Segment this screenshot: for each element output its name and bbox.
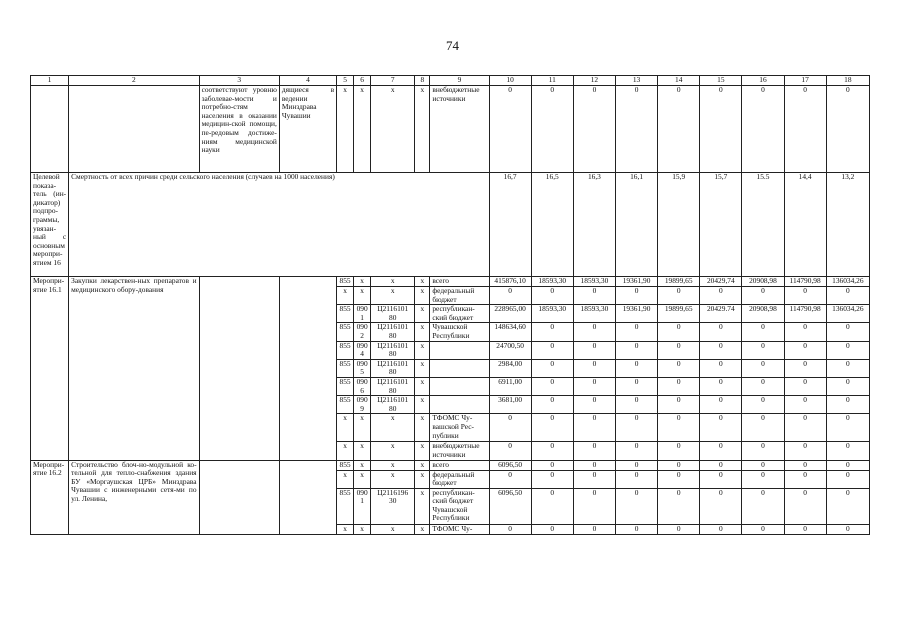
- cell-section: x: [354, 470, 371, 488]
- value-cell: 20908,98: [742, 277, 784, 287]
- funding-source: федеральный бюджет: [430, 470, 489, 488]
- value-cell: 16,7: [489, 173, 531, 277]
- column-number: 8: [415, 76, 430, 86]
- column-number: 4: [279, 76, 336, 86]
- table-row: [31, 277, 870, 287]
- cell-grbs: x: [337, 442, 354, 460]
- value-cell: 0: [658, 460, 700, 470]
- column-number: 17: [784, 76, 826, 86]
- cell-type: x: [415, 396, 430, 414]
- cell-type: x: [415, 377, 430, 395]
- value-cell: 0: [826, 341, 869, 359]
- value-cell: 6096,50: [489, 460, 531, 470]
- value-cell: 18593,30: [573, 277, 615, 287]
- value-cell: 0: [826, 460, 869, 470]
- indicator-text: Смертность от всех причин среди сельского населения (случаев на 1000 населения): [69, 173, 489, 277]
- value-cell: 3681,00: [489, 396, 531, 414]
- activity-16-1-block: [31, 277, 870, 461]
- value-cell: 0: [615, 524, 657, 534]
- cell-type: x: [415, 341, 430, 359]
- value-cell: 0: [658, 524, 700, 534]
- value-cell: 0: [615, 442, 657, 460]
- cell-section: 0901: [354, 488, 371, 524]
- value-cell: 0: [742, 470, 784, 488]
- funding-source: [430, 359, 489, 377]
- cell-type: x: [415, 277, 430, 287]
- cell-section: 0904: [354, 341, 371, 359]
- value-cell: 0: [615, 341, 657, 359]
- indicator-label: Целевой показа-тель (ин-дикатор) подпро-граммы, увязан-ный с основным меропри-ятием 16: [31, 173, 69, 277]
- value-cell: 0: [742, 287, 784, 305]
- value-cell: 0: [531, 460, 573, 470]
- cell-section: 0901: [354, 305, 371, 323]
- column-number: 5: [337, 76, 354, 86]
- page-number: 74: [446, 38, 459, 53]
- value-cell: 0: [489, 287, 531, 305]
- value-cell: 0: [573, 442, 615, 460]
- value-cell: 136034,26: [826, 305, 869, 323]
- value-cell: 0: [826, 414, 869, 442]
- cell-grbs: x: [337, 287, 354, 305]
- value-cell: 0: [826, 396, 869, 414]
- column-number: 2: [69, 76, 199, 86]
- cell-empty: [199, 460, 279, 534]
- cell-empty: [279, 277, 336, 461]
- cell-type: x: [415, 305, 430, 323]
- column-number: 1: [31, 76, 69, 86]
- cell-section: x: [354, 414, 371, 442]
- value-cell: 0: [531, 359, 573, 377]
- cell-type: x: [415, 460, 430, 470]
- cell-section: x: [354, 287, 371, 305]
- cell-target: x: [371, 86, 415, 173]
- executor-description: дящиеся в ведении Минздрава Чувашии: [279, 86, 336, 173]
- column-number: 13: [615, 76, 657, 86]
- column-number: 16: [742, 76, 784, 86]
- value-cell: 0: [573, 323, 615, 341]
- value-cell: 0: [784, 359, 826, 377]
- column-number: 14: [658, 76, 700, 86]
- value-cell: 0: [826, 524, 869, 534]
- column-number: 10: [489, 76, 531, 86]
- table-row: [31, 460, 870, 470]
- value-cell: 18593,30: [531, 277, 573, 287]
- activity-16-2-block: [31, 460, 870, 534]
- value-cell: 0: [658, 341, 700, 359]
- value-cell: 0: [531, 396, 573, 414]
- value-cell: 0: [658, 442, 700, 460]
- cell-type: x: [415, 414, 430, 442]
- value-cell: 0: [784, 524, 826, 534]
- value-cell: 0: [615, 377, 657, 395]
- funding-source: ТФОМС Чу-вашской Рес-публики: [430, 414, 489, 442]
- cell-grbs: 855: [337, 488, 354, 524]
- value-cell: 0: [489, 414, 531, 442]
- value-cell: 0: [531, 323, 573, 341]
- value-cell: 0: [658, 396, 700, 414]
- value-cell: 15,7: [700, 173, 742, 277]
- column-number: 18: [826, 76, 869, 86]
- value-cell: 0: [573, 470, 615, 488]
- activity-label: Меропри-ятие 16.1: [31, 277, 69, 461]
- cell-grbs: x: [337, 414, 354, 442]
- value-cell: 415876,10: [489, 277, 531, 287]
- value-cell: 0: [489, 442, 531, 460]
- funding-source: [430, 396, 489, 414]
- funding-source: [430, 341, 489, 359]
- cell-grbs: 855: [337, 277, 354, 287]
- cell-type: x: [415, 287, 430, 305]
- cell-target: Ц2116101 80: [371, 377, 415, 395]
- value-cell: 0: [615, 359, 657, 377]
- value-cell: 0: [700, 287, 742, 305]
- value-cell: 0: [784, 377, 826, 395]
- cell-target: Ц2116101 80: [371, 396, 415, 414]
- value-cell: 20429,74: [700, 277, 742, 287]
- value-cell: 136034,26: [826, 277, 869, 287]
- value-cell: 0: [531, 377, 573, 395]
- value-cell: 0: [826, 377, 869, 395]
- cell-grbs: 855: [337, 377, 354, 395]
- cell-type: x: [415, 323, 430, 341]
- cell-target: x: [371, 287, 415, 305]
- value-cell: 0: [700, 86, 742, 173]
- value-cell: 0: [742, 341, 784, 359]
- column-number: 6: [354, 76, 371, 86]
- value-cell: 15,9: [658, 173, 700, 277]
- value-cell: 0: [742, 86, 784, 173]
- value-cell: 0: [742, 460, 784, 470]
- value-cell: 0: [573, 460, 615, 470]
- value-cell: 0: [573, 341, 615, 359]
- value-cell: 0: [826, 488, 869, 524]
- cell-grbs: 855: [337, 341, 354, 359]
- value-cell: 0: [784, 414, 826, 442]
- value-cell: 0: [489, 470, 531, 488]
- funding-source: внебюджетные источники: [430, 442, 489, 460]
- cell-grbs: x: [337, 470, 354, 488]
- value-cell: 0: [531, 86, 573, 173]
- value-cell: 228965,00: [489, 305, 531, 323]
- value-cell: 6911,00: [489, 377, 531, 395]
- value-cell: 0: [658, 377, 700, 395]
- value-cell: 0: [658, 287, 700, 305]
- value-cell: 0: [531, 488, 573, 524]
- value-cell: 0: [700, 460, 742, 470]
- cell-grbs: x: [337, 524, 354, 534]
- cell-section: 0905: [354, 359, 371, 377]
- value-cell: 0: [573, 377, 615, 395]
- column-number: 12: [573, 76, 615, 86]
- cell-grbs: 855: [337, 305, 354, 323]
- cell-section: x: [354, 277, 371, 287]
- value-cell: 0: [700, 323, 742, 341]
- value-cell: 0: [658, 359, 700, 377]
- value-cell: 13,2: [826, 173, 869, 277]
- cell-grbs: 855: [337, 359, 354, 377]
- value-cell: 24700,50: [489, 341, 531, 359]
- cell-target: Ц2116101 80: [371, 359, 415, 377]
- cell-target: x: [371, 414, 415, 442]
- value-cell: 0: [700, 377, 742, 395]
- value-cell: 0: [784, 442, 826, 460]
- value-cell: 0: [742, 396, 784, 414]
- value-cell: 19899,65: [658, 277, 700, 287]
- column-number: 3: [199, 76, 279, 86]
- funding-source: республикан-ский бюджет: [430, 305, 489, 323]
- value-cell: 0: [784, 323, 826, 341]
- value-cell: 19899,65: [658, 305, 700, 323]
- value-cell: 20429.74: [700, 305, 742, 323]
- value-cell: 0: [531, 524, 573, 534]
- activity-label: Меропри-ятие 16.2: [31, 460, 69, 534]
- cell-empty: [69, 86, 199, 173]
- cell-type: x: [415, 359, 430, 377]
- value-cell: 0: [742, 442, 784, 460]
- cell-target: x: [371, 442, 415, 460]
- value-cell: 0: [573, 488, 615, 524]
- value-cell: 0: [531, 287, 573, 305]
- value-cell: 14,4: [784, 173, 826, 277]
- value-cell: 18593,30: [531, 305, 573, 323]
- value-cell: 0: [573, 524, 615, 534]
- cell-grbs: 855: [337, 396, 354, 414]
- value-cell: 0: [658, 86, 700, 173]
- value-cell: 0: [700, 442, 742, 460]
- value-cell: 0: [826, 359, 869, 377]
- value-cell: 16,3: [573, 173, 615, 277]
- cell-section: 0906: [354, 377, 371, 395]
- value-cell: 0: [784, 341, 826, 359]
- value-cell: 0: [615, 86, 657, 173]
- cell-grbs: 855: [337, 460, 354, 470]
- value-cell: 0: [658, 470, 700, 488]
- cell-empty: [31, 86, 69, 173]
- cell-target: Ц2116101 80: [371, 341, 415, 359]
- value-cell: 6096,50: [489, 488, 531, 524]
- value-cell: 0: [615, 287, 657, 305]
- value-cell: 0: [658, 323, 700, 341]
- activity-name: Закупки лекарствен-ных препаратов и медицинского обору-дования: [69, 277, 199, 461]
- cell-target: x: [371, 460, 415, 470]
- cell-type: x: [415, 524, 430, 534]
- value-cell: 114790,98: [784, 305, 826, 323]
- value-cell: 0: [784, 488, 826, 524]
- value-cell: 0: [700, 470, 742, 488]
- funding-source: внебюджетные источники: [430, 86, 489, 173]
- value-cell: 0: [784, 86, 826, 173]
- value-cell: 19361,90: [615, 277, 657, 287]
- value-cell: 0: [700, 488, 742, 524]
- value-cell: 0: [784, 287, 826, 305]
- cell-grbs: 855: [337, 323, 354, 341]
- value-cell: 0: [784, 470, 826, 488]
- value-cell: 0: [742, 323, 784, 341]
- value-cell: 0: [615, 323, 657, 341]
- funding-source: ТФОМС Чу-: [430, 524, 489, 534]
- value-cell: 0: [742, 359, 784, 377]
- value-cell: 15.5: [742, 173, 784, 277]
- value-cell: 0: [615, 460, 657, 470]
- value-cell: 16,5: [531, 173, 573, 277]
- cell-type: x: [415, 488, 430, 524]
- cell-target: Ц2116196 30: [371, 488, 415, 524]
- column-number: 9: [430, 76, 489, 86]
- cell-grbs: x: [337, 86, 354, 173]
- activity-description: соответствуют уровню заболевае-мости и потребно-стям населения в оказании медицин-ской помощи, пе-редовым достиже-ниям медицинской науки: [199, 86, 279, 173]
- cell-empty: [279, 460, 336, 534]
- value-cell: 0: [742, 488, 784, 524]
- cell-section: x: [354, 460, 371, 470]
- value-cell: 0: [615, 470, 657, 488]
- budget-table: [30, 75, 870, 535]
- activity-name: Строительство блоч-но-модульной ко-тельной для тепло-снабжения здания БУ «Моргаушская ЦРБ» Минздрава Чувашии с инженерными сетя-ми по ул. Ленина,: [69, 460, 199, 534]
- value-cell: 0: [658, 414, 700, 442]
- funding-source: федеральный бюджет: [430, 287, 489, 305]
- value-cell: 0: [573, 396, 615, 414]
- value-cell: 0: [700, 396, 742, 414]
- value-cell: 0: [615, 488, 657, 524]
- cell-target: Ц2116101 80: [371, 323, 415, 341]
- value-cell: 0: [489, 86, 531, 173]
- value-cell: 16,1: [615, 173, 657, 277]
- value-cell: 0: [826, 86, 869, 173]
- value-cell: 0: [784, 396, 826, 414]
- value-cell: 0: [700, 359, 742, 377]
- indicator-row: [31, 173, 870, 277]
- value-cell: 0: [573, 359, 615, 377]
- funding-source: [430, 377, 489, 395]
- value-cell: 0: [826, 442, 869, 460]
- value-cell: 0: [700, 524, 742, 534]
- value-cell: 114790,98: [784, 277, 826, 287]
- value-cell: 0: [742, 414, 784, 442]
- cell-section: x: [354, 86, 371, 173]
- value-cell: 0: [573, 287, 615, 305]
- column-number: 11: [531, 76, 573, 86]
- cell-section: 0902: [354, 323, 371, 341]
- table-header: [31, 76, 870, 86]
- value-cell: 20908,98: [742, 305, 784, 323]
- funding-source: всего: [430, 277, 489, 287]
- value-cell: 0: [784, 460, 826, 470]
- value-cell: 0: [531, 442, 573, 460]
- value-cell: 0: [742, 524, 784, 534]
- value-cell: 0: [573, 414, 615, 442]
- value-cell: 0: [700, 341, 742, 359]
- cell-section: x: [354, 524, 371, 534]
- value-cell: 0: [658, 488, 700, 524]
- value-cell: 0: [826, 323, 869, 341]
- cell-target: x: [371, 524, 415, 534]
- value-cell: 148634,60: [489, 323, 531, 341]
- cell-target: x: [371, 470, 415, 488]
- cell-empty: [199, 277, 279, 461]
- value-cell: 18593,30: [573, 305, 615, 323]
- cell-type: x: [415, 470, 430, 488]
- value-cell: 0: [615, 414, 657, 442]
- cell-section: 0909: [354, 396, 371, 414]
- cell-target: Ц2116101 80: [371, 305, 415, 323]
- value-cell: 19361,90: [615, 305, 657, 323]
- cell-target: x: [371, 277, 415, 287]
- funding-source: всего: [430, 460, 489, 470]
- column-number: 15: [700, 76, 742, 86]
- value-cell: 0: [615, 396, 657, 414]
- cell-section: x: [354, 442, 371, 460]
- value-cell: 0: [531, 414, 573, 442]
- value-cell: 0: [489, 524, 531, 534]
- table-row: [31, 86, 870, 173]
- cell-type: x: [415, 86, 430, 173]
- value-cell: 0: [826, 287, 869, 305]
- value-cell: 0: [573, 86, 615, 173]
- value-cell: 0: [826, 470, 869, 488]
- column-number: 7: [371, 76, 415, 86]
- value-cell: 0: [700, 414, 742, 442]
- value-cell: 0: [742, 377, 784, 395]
- value-cell: 2984,00: [489, 359, 531, 377]
- funding-source: республикан-ский бюджет Чувашской Республики: [430, 488, 489, 524]
- column-number-row: [31, 76, 870, 86]
- funding-source: Чувашской Республики: [430, 323, 489, 341]
- value-cell: 0: [531, 470, 573, 488]
- cell-type: x: [415, 442, 430, 460]
- value-cell: 0: [531, 341, 573, 359]
